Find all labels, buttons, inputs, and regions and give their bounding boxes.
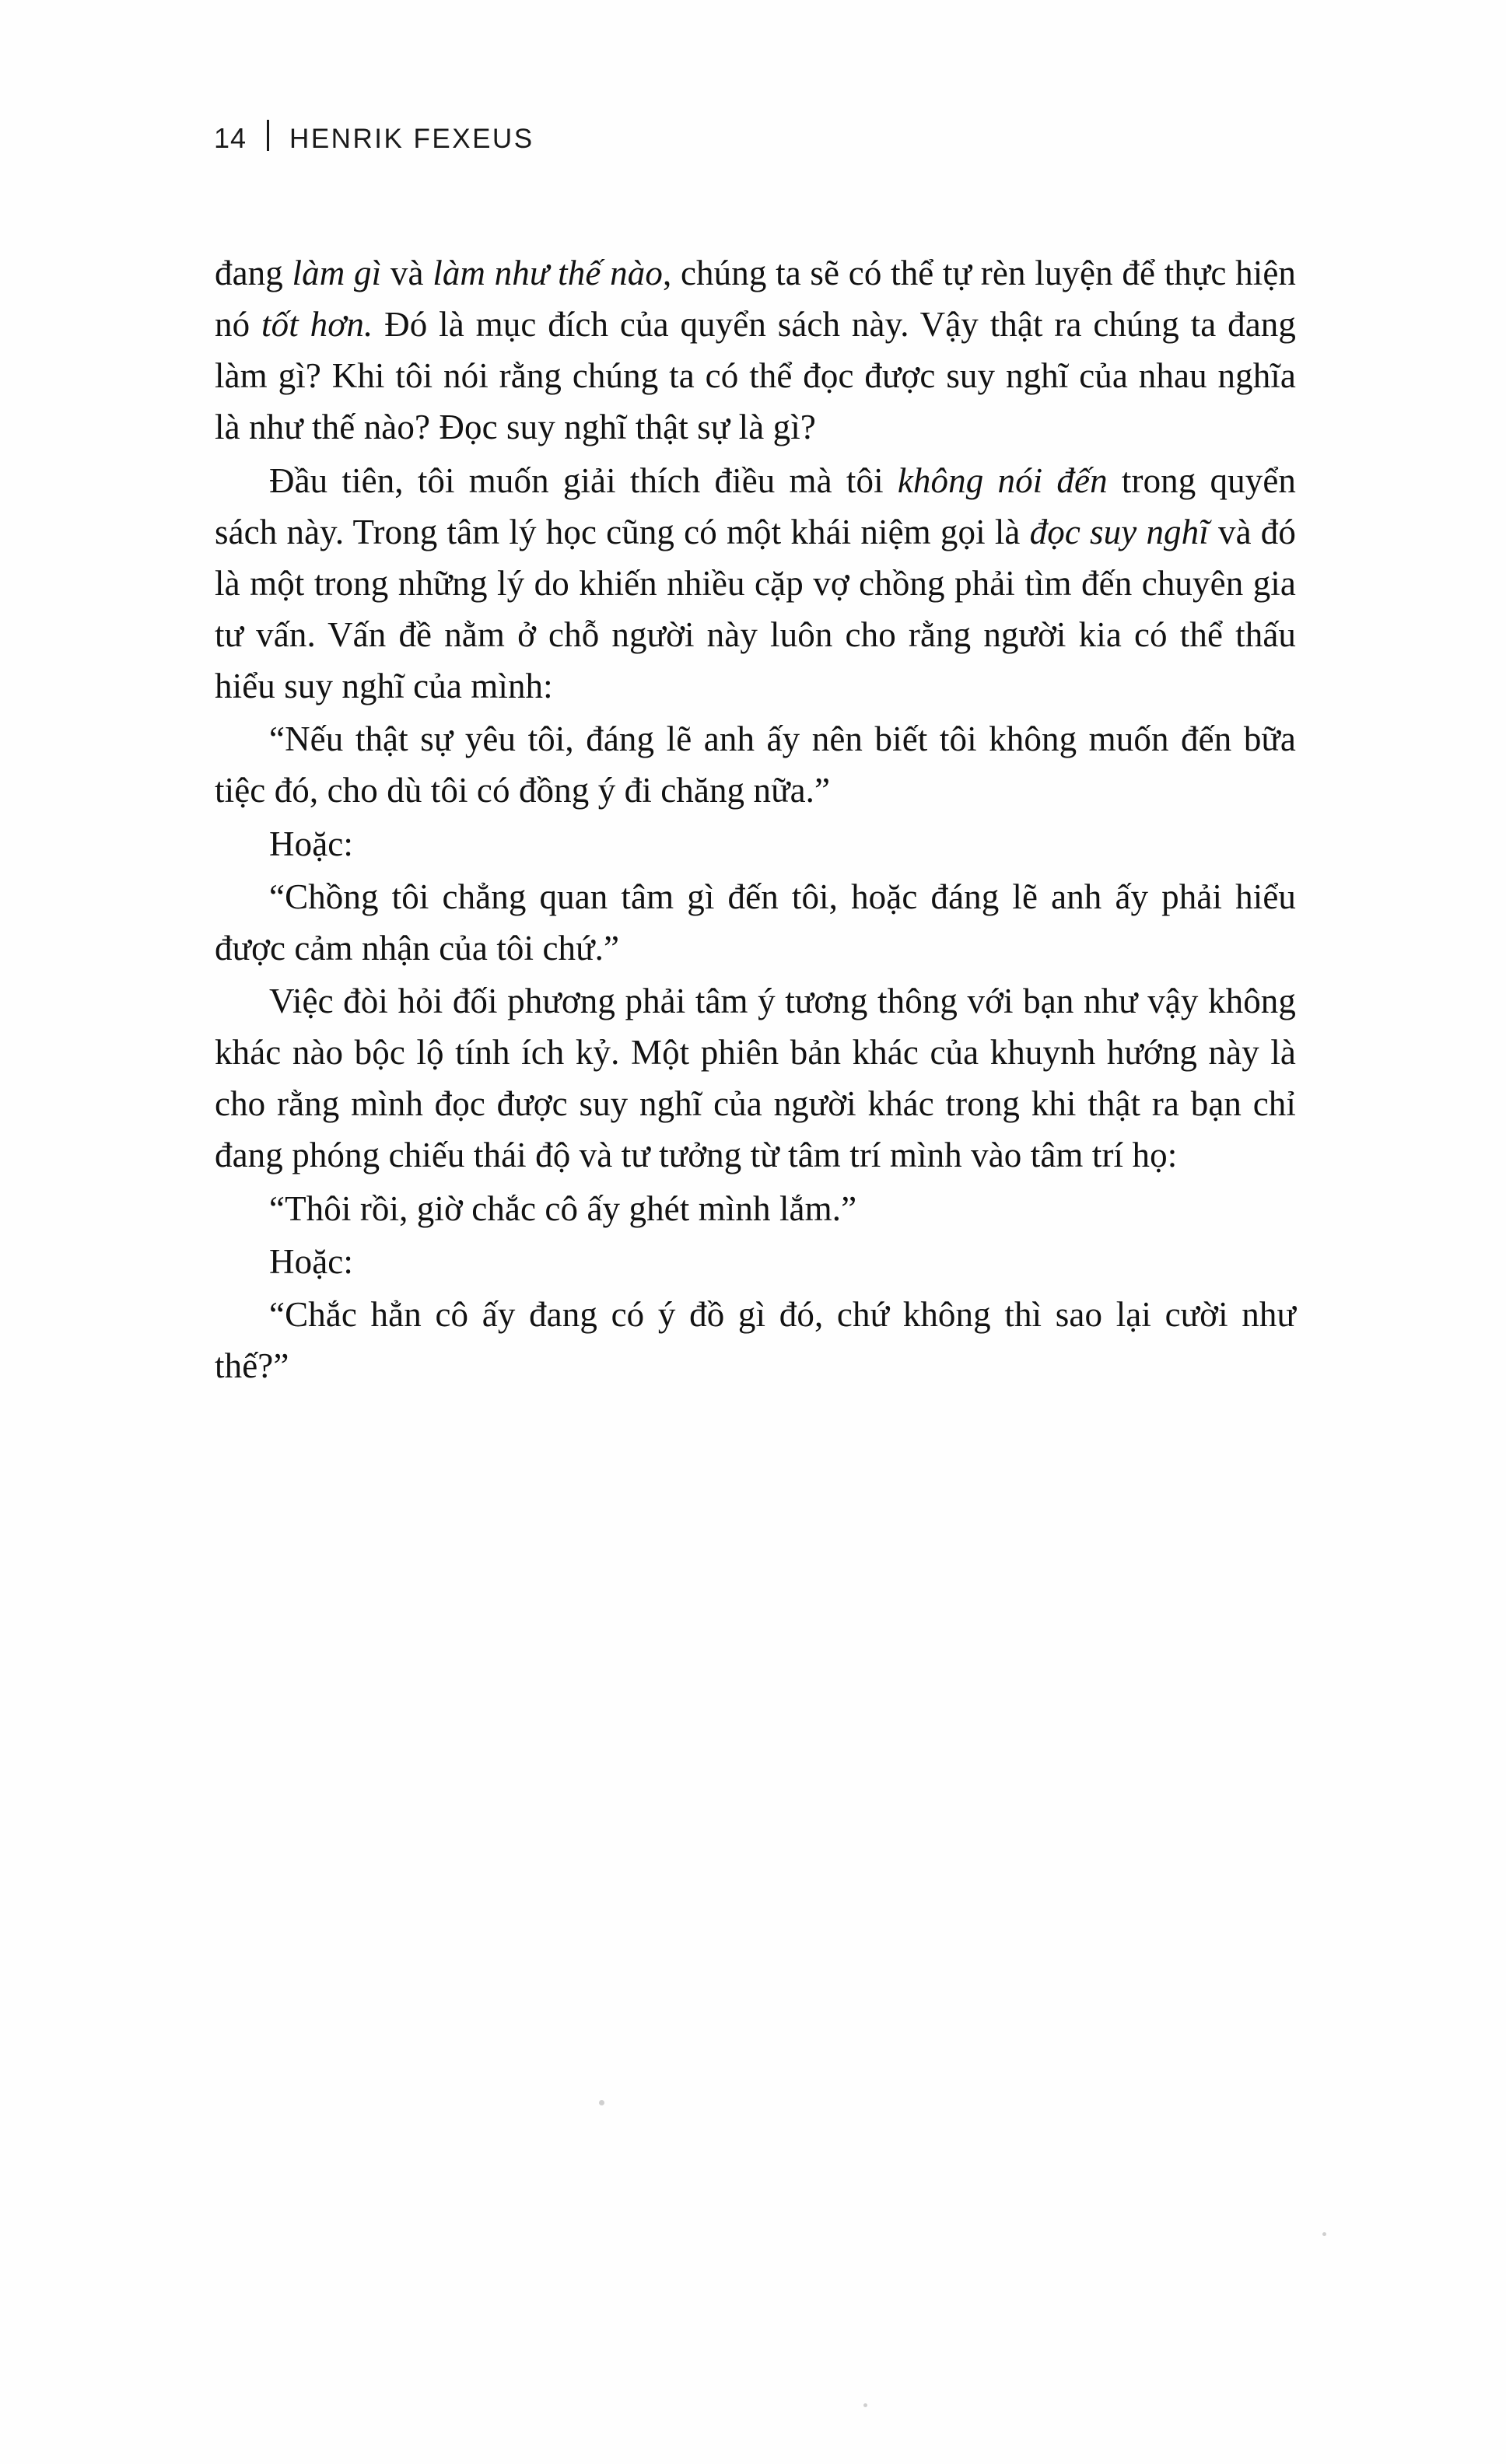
page-number: 14: [214, 122, 247, 154]
paper-speck-3: [863, 2403, 867, 2407]
emphasis-text: làm gì: [292, 254, 382, 292]
header-divider: [267, 120, 269, 151]
paragraph-demand: [215, 975, 1296, 1181]
block-quote-2: [215, 871, 1296, 974]
body-text: Đầu tiên, tôi muốn giải thích điều mà tôi: [269, 460, 898, 500]
body-text: Việc đòi hỏi đối phương phải tâm ý tương thông với bạn như vậy không khác nào bộc lộ tính ích kỷ. Một phiên bản khác của khuynh hướng này là cho rằng mình đọc được suy nghĩ của người khác trong khi thật ra bạn chỉ đang phóng chiếu thái độ và tư tưởng từ tâm trí mình vào tâm trí họ:: [215, 981, 1296, 1175]
emphasis-text: không nói đến: [897, 460, 1108, 500]
paragraph-continued: [215, 247, 1296, 453]
body-text: và: [381, 254, 433, 292]
body-text: trong quyển sách này. Trong tâm lý học cũng có một khái niệm gọi là: [215, 460, 1296, 551]
emphasis-text: đọc suy nghĩ: [1029, 512, 1209, 551]
page-header: [214, 117, 534, 155]
connector-hoac-2: [215, 1236, 1296, 1287]
block-quote-1: [215, 713, 1296, 816]
block-quote-3: [215, 1183, 1296, 1234]
paper-speck-2: [1322, 2232, 1326, 2236]
emphasis-text: tốt hơn.: [261, 305, 373, 345]
body-text: “Nếu thật sự yêu tôi, đáng lẽ anh ấy nên biết tôi không muốn đến bữa tiệc đó, cho dù tôi có đồng ý đi chăng nữa.”: [215, 719, 1296, 810]
block-quote-4: [215, 1289, 1296, 1391]
body-text: và đó là một trong những lý do khiến nhiều cặp vợ chồng phải tìm đến chuyên gia tư vấn. Vấn đề nằm ở chỗ người này luôn cho rằng người kia có thể thấu hiểu suy nghĩ của mình:: [215, 512, 1296, 706]
body-text: Đó là mục đích của quyển sách này. Vậy thật ra chúng ta đang làm gì? Khi tôi nói rằng chúng ta có thể đọc được suy nghĩ của nhau nghĩa là như thế nào? Đọc suy nghĩ thật sự là gì?: [215, 305, 1296, 447]
body-text: “Chồng tôi chẳng quan tâm gì đến tôi, hoặc đáng lẽ anh ấy phải hiểu được cảm nhận của tôi chứ.”: [215, 877, 1296, 968]
connector-hoac-1: [215, 818, 1296, 870]
emphasis-text: làm như thế nào: [433, 254, 663, 292]
paragraph-first-explanation: [215, 455, 1296, 712]
body-text: Hoặc:: [269, 824, 353, 863]
body-text: Hoặc:: [269, 1241, 353, 1281]
body-text: đang: [215, 254, 292, 292]
body-text: , chúng ta sẽ có thể tự rèn luyện để thực hiện nó: [215, 254, 1296, 345]
body-text: “Chắc hẳn cô ấy đang có ý đồ gì đó, chứ không thì sao lại cười như thế?”: [215, 1294, 1296, 1385]
page-body: [215, 247, 1296, 1391]
body-text: “Thôi rồi, giờ chắc cô ấy ghét mình lắm.”: [269, 1188, 857, 1228]
paper-speck-1: [599, 2100, 604, 2105]
running-title: HENRIK FEXEUS: [289, 124, 534, 154]
